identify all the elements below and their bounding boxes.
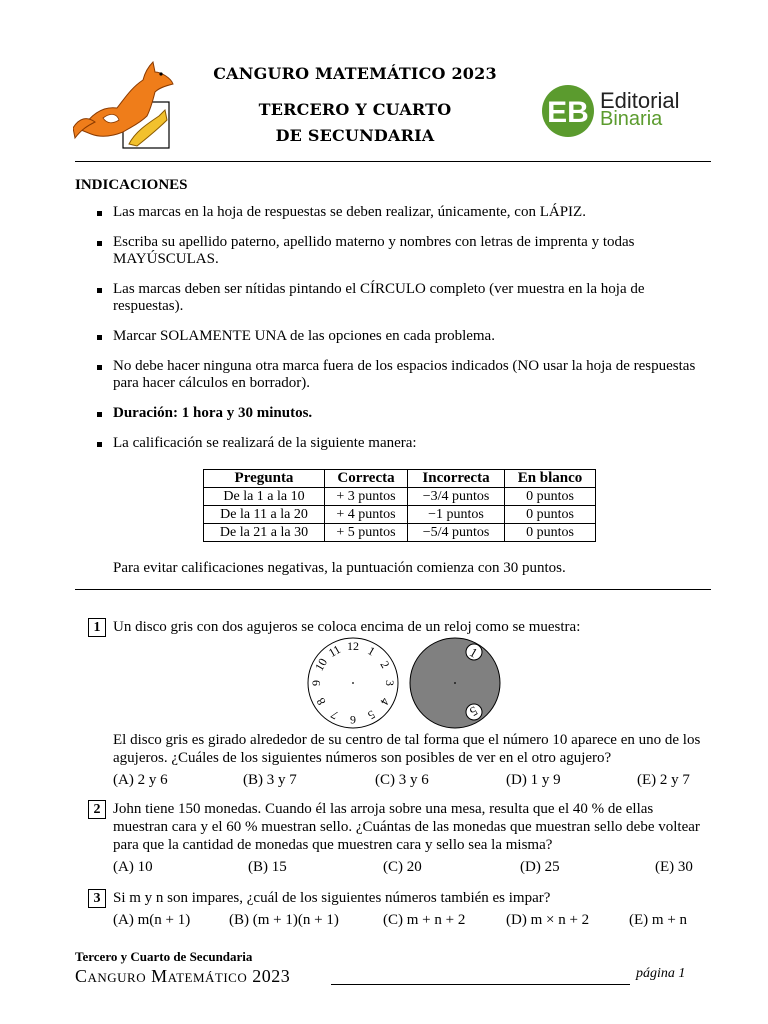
question-text: Un disco gris con dos agujeros se coloca encima de un reloj como se muestra: xyxy=(113,619,581,635)
table-cell: + 4 puntos xyxy=(325,506,408,524)
contest-title: CANGURO MATEMÁTICO 2023 xyxy=(213,64,497,83)
footer-rule xyxy=(331,984,630,985)
instruction-item-duration: Duración: 1 hora y 30 minutos. xyxy=(95,405,699,422)
question-text: John tiene 150 monedas. Cuando él las arroja sobre una mesa, resulta que el 40 % de ellas muestran cara y el 60 % muestran sello. ¿Cuántas de las monedas que muestran sello debe voltear para que la cantidad de monedas que muestren cara y sello sea la misma? xyxy=(113,801,700,853)
publisher-name-1: Editorial xyxy=(600,88,680,113)
answer-option-e[interactable]: (E) 2 y 7 xyxy=(637,772,690,788)
answer-option-a[interactable]: (A) m(n + 1) xyxy=(113,912,191,928)
answer-option-b[interactable]: (B) 3 y 7 xyxy=(243,772,297,788)
instructions-list xyxy=(95,204,699,452)
instruction-item: No debe hacer ninguna otra marca fuera de los espacios indicados (NO usar la hoja de respuestas para hacer cálculos en borrador). xyxy=(95,358,699,392)
clock-number: 5 xyxy=(365,707,378,723)
table-header: En blanco xyxy=(505,470,596,488)
instructions-divider xyxy=(75,589,711,590)
table-cell: 0 puntos xyxy=(505,488,596,506)
publisher-logo-letters: EB xyxy=(547,96,589,129)
table-header: Pregunta xyxy=(204,470,325,488)
instruction-item: Las marcas deben ser nítidas pintando el CÍRCULO completo (ver muestra en la hoja de respuestas). xyxy=(95,281,699,315)
table-header: Correcta xyxy=(325,470,408,488)
answer-option-d[interactable]: (D) m × n + 2 xyxy=(506,912,590,928)
clock-number: 3 xyxy=(383,680,397,686)
clock-number: 2 xyxy=(377,658,393,671)
page-number: página 1 xyxy=(636,966,686,981)
table-row xyxy=(204,524,596,542)
instruction-item: Marcar SOLAMENTE UNA de las opciones en cada problema. xyxy=(95,328,699,345)
instruction-item: La calificación se realizará de la siguiente manera: xyxy=(95,435,699,452)
answer-option-c[interactable]: (C) 20 xyxy=(383,859,422,875)
clock-number: 12 xyxy=(347,639,359,653)
clock-number: 4 xyxy=(377,695,393,708)
answer-option-d[interactable]: (D) 25 xyxy=(520,859,560,875)
answer-option-b[interactable]: (B) 15 xyxy=(248,859,287,875)
answer-option-c[interactable]: (C) m + n + 2 xyxy=(383,912,466,928)
answer-option-a[interactable]: (A) 2 y 6 xyxy=(113,772,168,788)
hole-number: 5 xyxy=(467,703,481,720)
table-cell: De la 1 a la 10 xyxy=(204,488,325,506)
answer-options xyxy=(113,912,699,930)
question-number: 2 xyxy=(88,800,106,819)
table-cell: De la 21 a la 30 xyxy=(204,524,325,542)
clock-number: 11 xyxy=(325,642,344,660)
table-cell: 0 puntos xyxy=(505,524,596,542)
publisher-name-2: Binaria xyxy=(600,108,663,130)
grading-table xyxy=(203,469,596,542)
question-number: 1 xyxy=(88,618,106,637)
table-cell: + 5 puntos xyxy=(325,524,408,542)
clock-number: 6 xyxy=(350,713,356,727)
clock-figure xyxy=(303,637,503,729)
footer-level: Tercero y Cuarto de Secundaria xyxy=(75,949,253,964)
footer-contest: Canguro Matemático 2023 xyxy=(75,966,291,986)
table-header-row xyxy=(204,470,596,488)
clock-number: 8 xyxy=(313,695,329,708)
answer-option-e[interactable]: (E) m + n xyxy=(629,912,688,928)
question-number: 3 xyxy=(88,889,106,908)
hole-number: 1 xyxy=(467,644,481,661)
clock-number: 1 xyxy=(365,643,378,659)
table-header: Incorrecta xyxy=(408,470,505,488)
table-cell: De la 11 a la 20 xyxy=(204,506,325,524)
table-cell: + 3 puntos xyxy=(325,488,408,506)
instruction-item: Las marcas en la hoja de respuestas se deben realizar, únicamente, con LÁPIZ. xyxy=(95,204,699,221)
scoring-note: Para evitar calificaciones negativas, la puntuación comienza con 30 puntos. xyxy=(113,560,566,576)
header-divider xyxy=(75,161,711,162)
question-text: El disco gris es girado alrededor de su centro de tal forma que el número 10 aparece en uno de los agujeros. ¿Cuáles de los siguientes números son posibles de ver en el otro agujero? xyxy=(113,732,701,766)
clock-disc-diagram xyxy=(303,637,503,729)
answer-option-b[interactable]: (B) (m + 1)(n + 1) xyxy=(229,912,339,928)
clock-number: 10 xyxy=(311,655,331,674)
answer-option-e[interactable]: (E) 30 xyxy=(655,859,693,875)
grade-title-line2: DE SECUNDARIA xyxy=(275,126,435,145)
kangaroo-logo xyxy=(73,58,183,150)
table-row xyxy=(204,506,596,524)
answer-option-c[interactable]: (C) 3 y 6 xyxy=(375,772,429,788)
table-cell: −5/4 puntos xyxy=(408,524,505,542)
clock-number: 7 xyxy=(328,707,341,723)
publisher-logo-mark xyxy=(540,84,596,138)
instruction-item: Escriba su apellido paterno, apellido materno y nombres con letras de imprenta y todas MAYÚSCULAS. xyxy=(95,234,699,268)
table-cell: −3/4 puntos xyxy=(408,488,505,506)
table-cell: −1 puntos xyxy=(408,506,505,524)
table-cell: 0 puntos xyxy=(505,506,596,524)
grade-title-line1: TERCERO Y CUARTO xyxy=(258,100,452,119)
table-row xyxy=(204,488,596,506)
clock-number: 9 xyxy=(309,680,323,686)
answer-options xyxy=(113,859,699,877)
question-text: Si m y n son impares, ¿cuál de los siguientes números también es impar? xyxy=(113,890,551,906)
answer-options xyxy=(113,772,699,790)
answer-option-a[interactable]: (A) 10 xyxy=(113,859,153,875)
publisher-logo xyxy=(540,84,710,138)
instructions-heading: INDICACIONES xyxy=(75,177,188,193)
answer-option-d[interactable]: (D) 1 y 9 xyxy=(506,772,561,788)
